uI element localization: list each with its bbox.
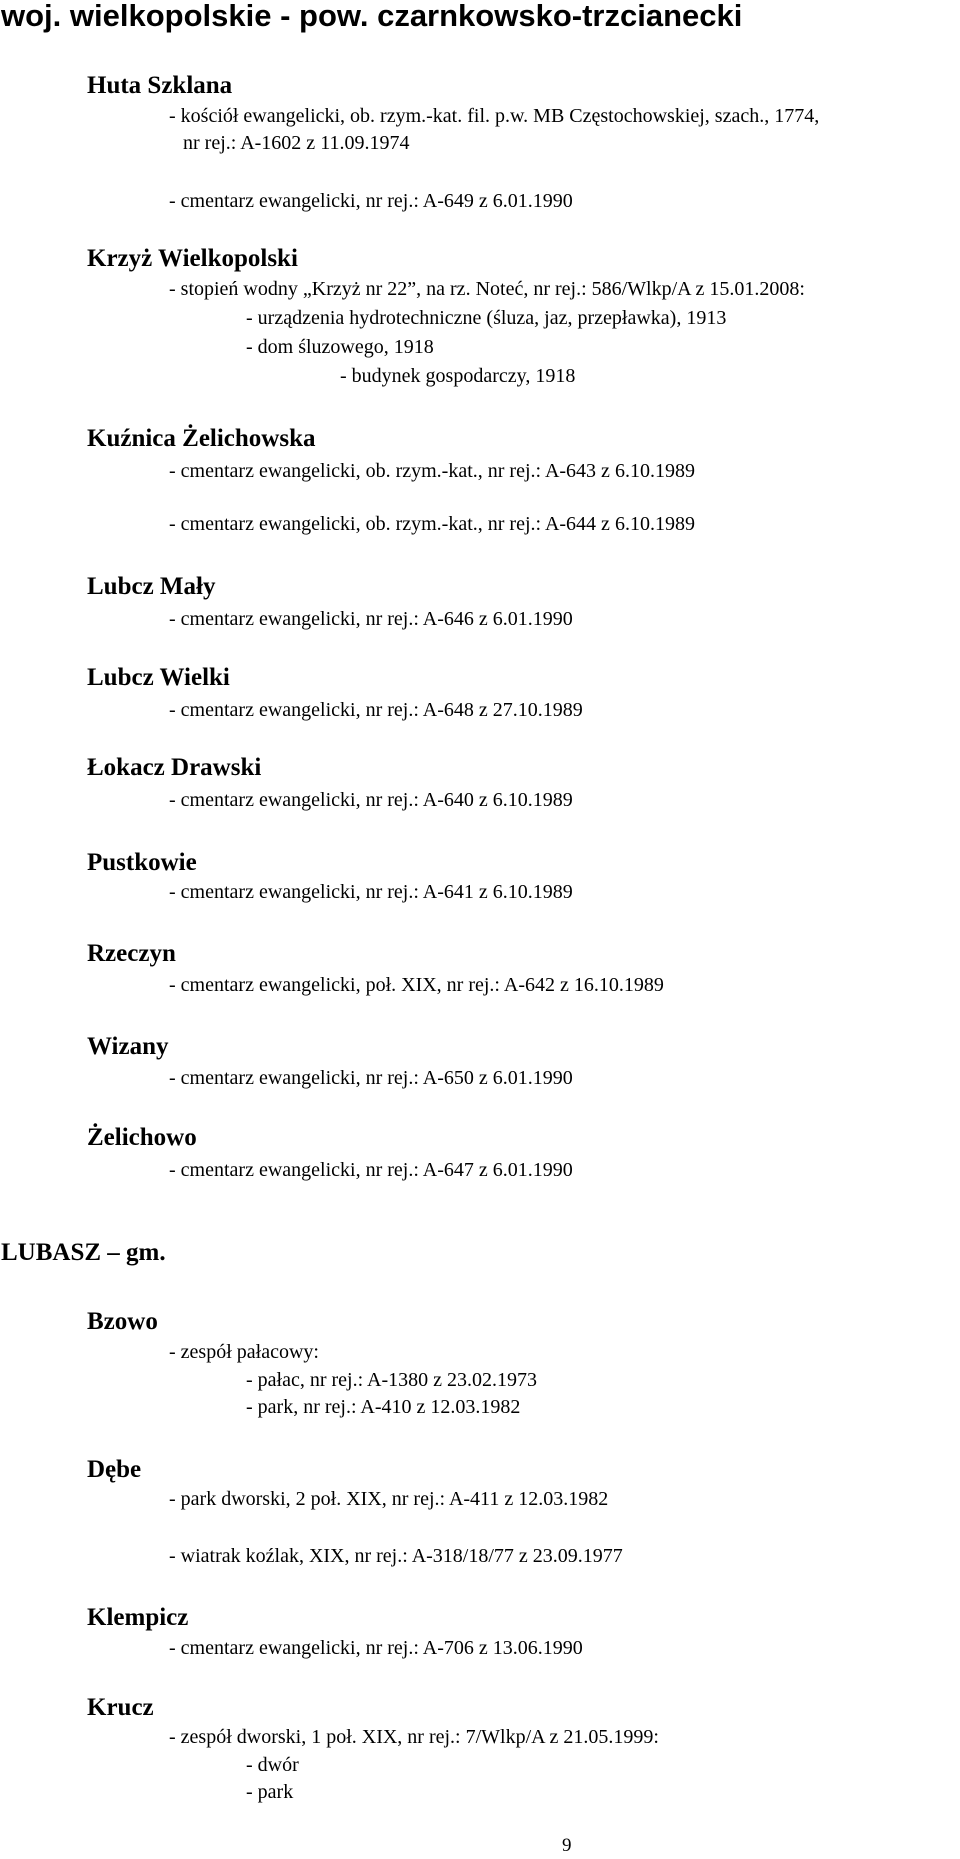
entry: - cmentarz ewangelicki, nr rej.: A-646 z 6.01.1990 (169, 608, 573, 630)
page-number: 9 (562, 1835, 572, 1856)
entry: - park, nr rej.: A-410 z 12.03.1982 (246, 1396, 521, 1418)
entry: nr rej.: A-1602 z 11.09.1974 (183, 132, 410, 154)
entry: - cmentarz ewangelicki, ob. rzym.-kat., nr rej.: A-643 z 6.10.1989 (169, 460, 695, 482)
place-name: Łokacz Drawski (87, 754, 262, 781)
entry: - park (246, 1781, 294, 1803)
entry: - stopień wodny „Krzyż nr 22”, na rz. Noteć, nr rej.: 586/Wlkp/A z 15.01.2008: (169, 278, 805, 300)
entry: - kościół ewangelicki, ob. rzym.-kat. fil. p.w. MB Częstochowskiej, szach., 1774, (169, 105, 820, 127)
entry: - wiatrak koźlak, XIX, nr rej.: A-318/18/77 z 23.09.1977 (169, 1545, 623, 1567)
place-name: Rzeczyn (87, 940, 176, 967)
entry: - dwór (246, 1754, 299, 1776)
place-name: Klempicz (87, 1604, 189, 1631)
entry: - cmentarz ewangelicki, poł. XIX, nr rej.: A-642 z 16.10.1989 (169, 974, 664, 996)
entry: - cmentarz ewangelicki, ob. rzym.-kat., nr rej.: A-644 z 6.10.1989 (169, 513, 695, 535)
place-name: Pustkowie (87, 849, 197, 876)
place-name: Wizany (87, 1033, 169, 1060)
place-name: Krucz (87, 1694, 154, 1721)
entry: - cmentarz ewangelicki, nr rej.: A-648 z 27.10.1989 (169, 699, 583, 721)
place-name: Kuźnica Żelichowska (87, 425, 316, 452)
place-name: Bzowo (87, 1308, 158, 1335)
place-name: Lubcz Wielki (87, 664, 230, 691)
place-name: Lubcz Mały (87, 573, 216, 600)
entry: - cmentarz ewangelicki, nr rej.: A-650 z 6.01.1990 (169, 1067, 573, 1089)
entry: - cmentarz ewangelicki, nr rej.: A-706 z 13.06.1990 (169, 1637, 583, 1659)
entry: - cmentarz ewangelicki, nr rej.: A-640 z 6.10.1989 (169, 789, 573, 811)
page-header: woj. wielkopolskie - pow. czarnkowsko-trzcianecki (1, 0, 743, 33)
entry: - park dworski, 2 poł. XIX, nr rej.: A-411 z 12.03.1982 (169, 1488, 609, 1510)
place-name: Huta Szklana (87, 72, 233, 99)
place-name: Dębe (87, 1456, 142, 1483)
entry: - pałac, nr rej.: A-1380 z 23.02.1973 (246, 1369, 538, 1391)
entry: - zespół pałacowy: (169, 1341, 319, 1363)
place-name: Krzyż Wielkopolski (87, 245, 298, 272)
entry: - budynek gospodarczy, 1918 (340, 365, 576, 387)
entry: - dom śluzowego, 1918 (246, 336, 434, 358)
place-name: Żelichowo (87, 1124, 197, 1151)
entry: - cmentarz ewangelicki, nr rej.: A-641 z 6.10.1989 (169, 881, 573, 903)
entry: - urządzenia hydrotechniczne (śluza, jaz, przepławka), 1913 (246, 307, 727, 329)
entry: - cmentarz ewangelicki, nr rej.: A-649 z 6.01.1990 (169, 190, 573, 212)
gmina-heading: LUBASZ – gm. (1, 1239, 166, 1266)
entry: - cmentarz ewangelicki, nr rej.: A-647 z 6.01.1990 (169, 1159, 573, 1181)
entry: - zespół dworski, 1 poł. XIX, nr rej.: 7/Wlkp/A z 21.05.1999: (169, 1726, 659, 1748)
